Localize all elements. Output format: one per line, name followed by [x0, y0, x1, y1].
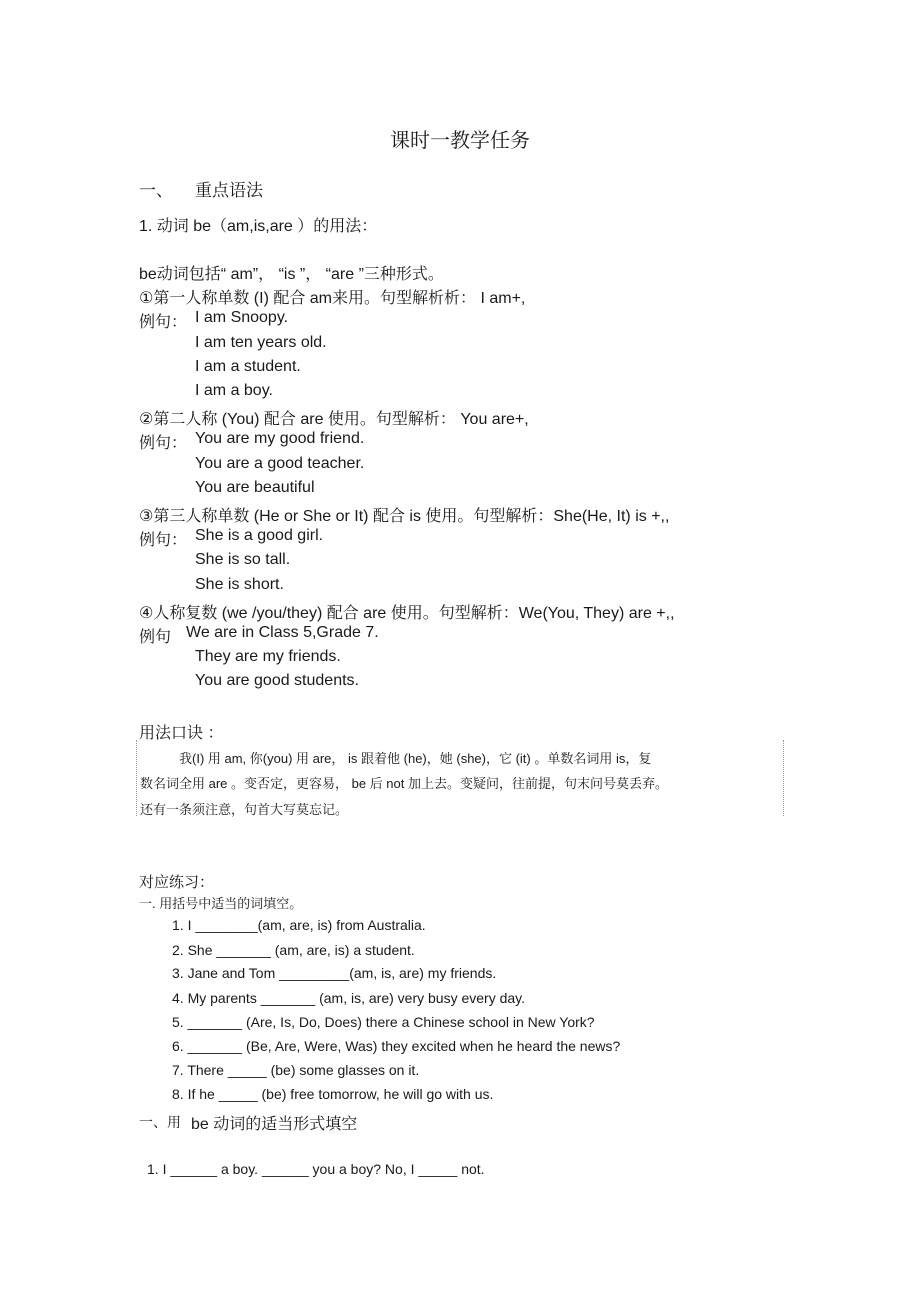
mnemonic-line: 我(I) 用 am, 你(you) 用 are， is 跟着他 (he)，她 (she)，它 (it) 。单数名词用 is，复 — [179, 751, 652, 766]
example-sentence: They are my friends. — [195, 648, 341, 665]
exercise-item: 3. Jane and Tom _________(am, is, are) my friends. — [172, 965, 497, 981]
rule-third-person: ③第三人称单数 (He or She or It) 配合 is 使用。句型解析：She(He, It) is +,, — [139, 508, 670, 525]
exercise-heading: 对应练习： — [139, 874, 215, 891]
example-sentence: We are in Class 5,Grade 7. — [186, 624, 379, 641]
mnemonic-line: 数名词全用 are 。变否定，更容易， be 后 not 加上去。变疑问，往前提，句末问号莫丢弃。 — [140, 776, 668, 791]
example-sentence: You are my good friend. — [195, 430, 365, 447]
example-label: 例句 — [139, 629, 172, 646]
exercise-item: 4. My parents _______ (am, is, are) very busy every day. — [172, 990, 526, 1006]
example-sentence: She is short. — [195, 576, 284, 593]
page-title: 课时一教学任务 — [390, 128, 530, 152]
rule-first-person: ①第一人称单数 (I) 配合 am来用。句型解析析： I am+, — [139, 290, 526, 307]
exercise-part1-title: 一. 用括号中适当的词填空。 — [139, 896, 303, 911]
example-sentence: I am a boy. — [195, 382, 273, 399]
exercise-item: 8. If he _____ (be) free tomorrow, he will go with us. — [172, 1086, 494, 1102]
rule-second-person: ②第二人称 (You) 配合 are 使用。句型解析： You are+, — [139, 411, 529, 428]
mnemonic-heading: 用法口诀 ： — [139, 725, 224, 742]
exercise-item: 5. _______ (Are, Is, Do, Does) there a Chinese school in New York? — [172, 1014, 595, 1030]
example-label: 例句： — [139, 435, 188, 452]
section-heading: 重点语法 — [195, 181, 263, 201]
example-sentence: You are a good teacher. — [195, 455, 365, 472]
exercise-item: 6. _______ (Be, Are, Were, Was) they excited when he heard the news? — [172, 1038, 621, 1054]
mnemonic-box — [136, 740, 784, 816]
example-sentence: I am ten years old. — [195, 334, 327, 351]
section-number: 一、 — [139, 181, 173, 201]
exercise-item: 1. I ________(am, are, is) from Australia. — [172, 917, 426, 933]
exercise-item: 7. There _____ (be) some glasses on it. — [172, 1062, 420, 1078]
exercise-part2-title: be 动词的适当形式填空 — [191, 1116, 358, 1133]
example-sentence: She is a good girl. — [195, 527, 324, 544]
example-sentence: You are good students. — [195, 672, 359, 689]
example-sentence: She is so tall. — [195, 551, 291, 568]
example-label: 例句： — [139, 532, 188, 549]
example-sentence: I am a student. — [195, 358, 301, 375]
subsection-heading: 1. 动词 be（am,is,are ）的用法： — [139, 218, 378, 235]
mnemonic-line: 还有一条须注意，句首大写莫忘记。 — [140, 802, 349, 817]
body-line: be动词包括“ am”， “is ”， “are ”三种形式。 — [139, 266, 444, 283]
rule-plural: ④人称复数 (we /you/they) 配合 are 使用。句型解析：We(You, They) are +,, — [139, 605, 675, 622]
exercise-part2-prefix: 一、用 — [139, 1114, 181, 1130]
exercise-item: 1. I ______ a boy. ______ you a boy? No, I _____ not. — [147, 1161, 485, 1177]
example-sentence: You are beautiful — [195, 479, 315, 496]
example-sentence: I am Snoopy. — [195, 309, 289, 326]
exercise-item: 2. She _______ (am, are, is) a student. — [172, 942, 415, 958]
example-label: 例句： — [139, 314, 188, 331]
